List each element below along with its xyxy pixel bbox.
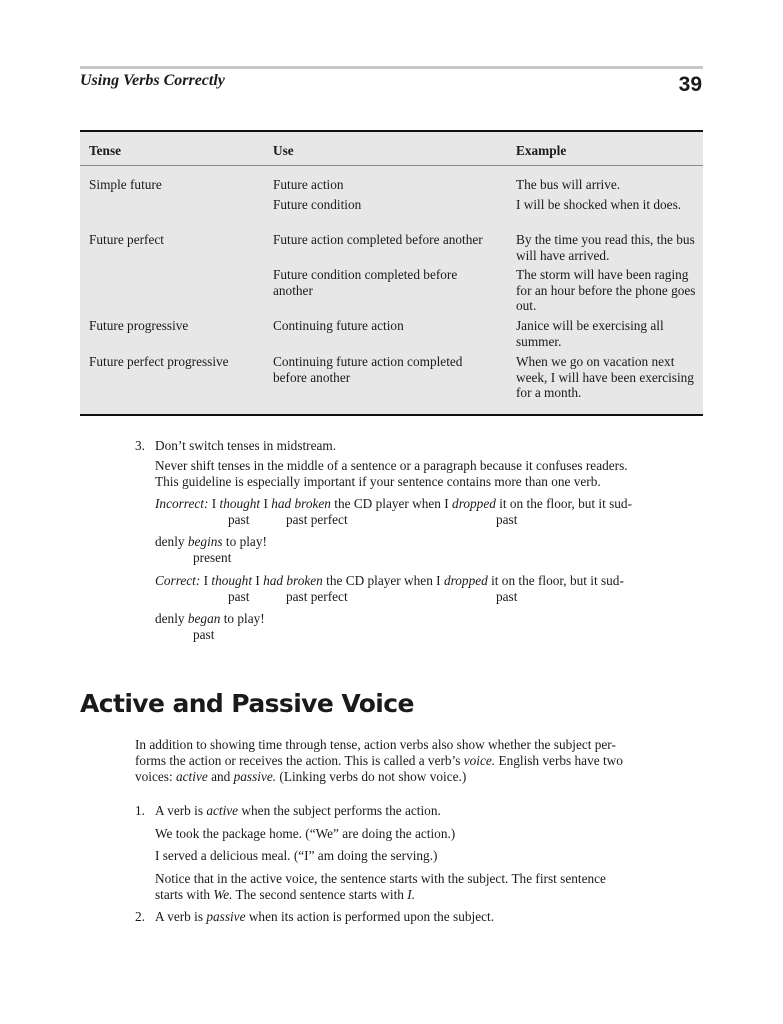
sentence-text: the CD player when I	[330, 496, 453, 511]
note-line: Notice that in the active voice, the sentence starts with the subject. The first sentence	[155, 871, 606, 886]
term: passive.	[233, 769, 277, 784]
incorrect-label: Incorrect:	[155, 496, 209, 511]
paragraph-line: Never shift tenses in the middle of a sentence or a paragraph because it confuses readers.	[155, 458, 628, 473]
term: voice.	[463, 753, 496, 768]
correct-label: Correct:	[155, 573, 201, 588]
term: passive	[206, 909, 246, 924]
table-cell-tense: Future perfect progressive	[89, 354, 229, 369]
verb: had broken	[271, 496, 331, 511]
verb: thought	[219, 496, 261, 511]
sentence-text: English verbs have two	[495, 753, 623, 768]
list-number: 3.	[135, 438, 145, 453]
tense-annotation: past	[228, 512, 250, 527]
incorrect-example-line	[155, 496, 703, 512]
table-cell-example: By the time you read this, the bus will have arrived.	[516, 232, 695, 263]
list-item-heading	[155, 909, 703, 925]
intro-paragraph-line	[135, 753, 703, 769]
intro-paragraph-line: In addition to showing time through tense, action verbs also show whether the subject per-	[135, 737, 616, 752]
note-line	[155, 887, 703, 903]
paragraph-line: This guideline is especially important if your sentence contains more than one verb.	[155, 474, 601, 489]
table-cell-example: When we go on vacation next week, I will have been exercising for a month.	[516, 354, 694, 401]
sentence-text: when its action is performed upon the subject.	[245, 909, 495, 924]
sentence-text: denly	[155, 611, 188, 626]
sentence-text: to play!	[222, 534, 267, 549]
correct-example-continuation	[155, 611, 703, 627]
tense-annotation: past	[496, 589, 518, 604]
tense-table	[80, 130, 703, 416]
tense-annotation: past	[193, 627, 215, 642]
table-cell-use: Future condition completed before another	[273, 267, 458, 298]
table-cell-example: Janice will be exercising all summer.	[516, 318, 664, 349]
sentence-text: I	[260, 496, 272, 511]
page-number: 39	[678, 73, 702, 96]
correct-example-line	[155, 573, 703, 589]
table-cell-use: Future condition	[273, 197, 362, 212]
table-cell-tense: Future perfect	[89, 232, 164, 247]
table-cell-example: The bus will arrive.	[516, 177, 621, 192]
table-cell-example: I will be shocked when it does.	[516, 197, 682, 212]
sentence-text: to play!	[220, 611, 265, 626]
tense-annotation: present	[193, 550, 232, 565]
sentence-text: A verb is	[155, 909, 207, 924]
section-title: Active and Passive Voice	[80, 689, 414, 718]
verb: dropped	[443, 573, 488, 588]
sentence-text: the CD player when I	[322, 573, 444, 588]
intro-paragraph-line	[135, 769, 703, 785]
sentence-text: I	[252, 573, 264, 588]
list-number: 2.	[135, 909, 145, 924]
list-item-heading: Don’t switch tenses in midstream.	[155, 438, 337, 453]
sentence-text: I	[208, 496, 220, 511]
sentence-text: (Linking verbs do not show voice.)	[276, 769, 467, 784]
table-header	[80, 132, 703, 166]
sentence-text: I	[200, 573, 212, 588]
table-cell-use: Future action	[273, 177, 344, 192]
column-header-tense: Tense	[89, 143, 122, 158]
tense-annotation: past perfect	[286, 512, 348, 527]
column-header-use: Use	[273, 143, 294, 158]
sentence-text: denly	[155, 534, 188, 549]
list-item-heading	[155, 803, 703, 819]
table-cell-use: Future action completed before another	[273, 232, 483, 247]
table-cell-use: Continuing future action	[273, 318, 404, 333]
verb: had broken	[263, 573, 323, 588]
verb: begins	[187, 534, 223, 549]
table-cell-example: The storm will have been raging for an hour before the phone goes out.	[516, 267, 696, 314]
verb: dropped	[452, 496, 496, 511]
sentence-text: starts with	[155, 887, 214, 902]
verb: began	[187, 611, 221, 626]
list-number: 1.	[135, 803, 145, 818]
term: We.	[213, 887, 233, 902]
table-cell-tense: Future progressive	[89, 318, 189, 333]
sentence-text: forms the action or receives the action. This is called a verb’s	[135, 753, 464, 768]
example-sentence: We took the package home. (“We” are doing the action.)	[155, 826, 456, 841]
sentence-text: when the subject performs the action.	[238, 803, 441, 818]
incorrect-example-continuation	[155, 534, 703, 550]
term: active	[176, 769, 208, 784]
sentence-text: and	[207, 769, 234, 784]
header-rule	[80, 66, 703, 69]
sentence-text: it on the floor, but it sud-	[487, 573, 624, 588]
sentence-text: voices:	[135, 769, 176, 784]
sentence-text: The second sentence starts with	[232, 887, 408, 902]
tense-annotation: past	[496, 512, 518, 527]
term: active	[206, 803, 239, 818]
example-sentence: I served a delicious meal. (“I” am doing the serving.)	[155, 848, 438, 863]
table-cell-use: Continuing future action completed before another	[273, 354, 463, 385]
verb: thought	[211, 573, 253, 588]
sentence-text: it on the floor, but it sud-	[495, 496, 632, 511]
sentence-text: A verb is	[155, 803, 207, 818]
term: I.	[407, 887, 416, 902]
tense-annotation: past	[228, 589, 250, 604]
running-head: Using Verbs Correctly	[80, 72, 225, 89]
column-header-example: Example	[516, 143, 567, 158]
tense-annotation: past perfect	[286, 589, 348, 604]
table-cell-tense: Simple future	[89, 177, 162, 192]
